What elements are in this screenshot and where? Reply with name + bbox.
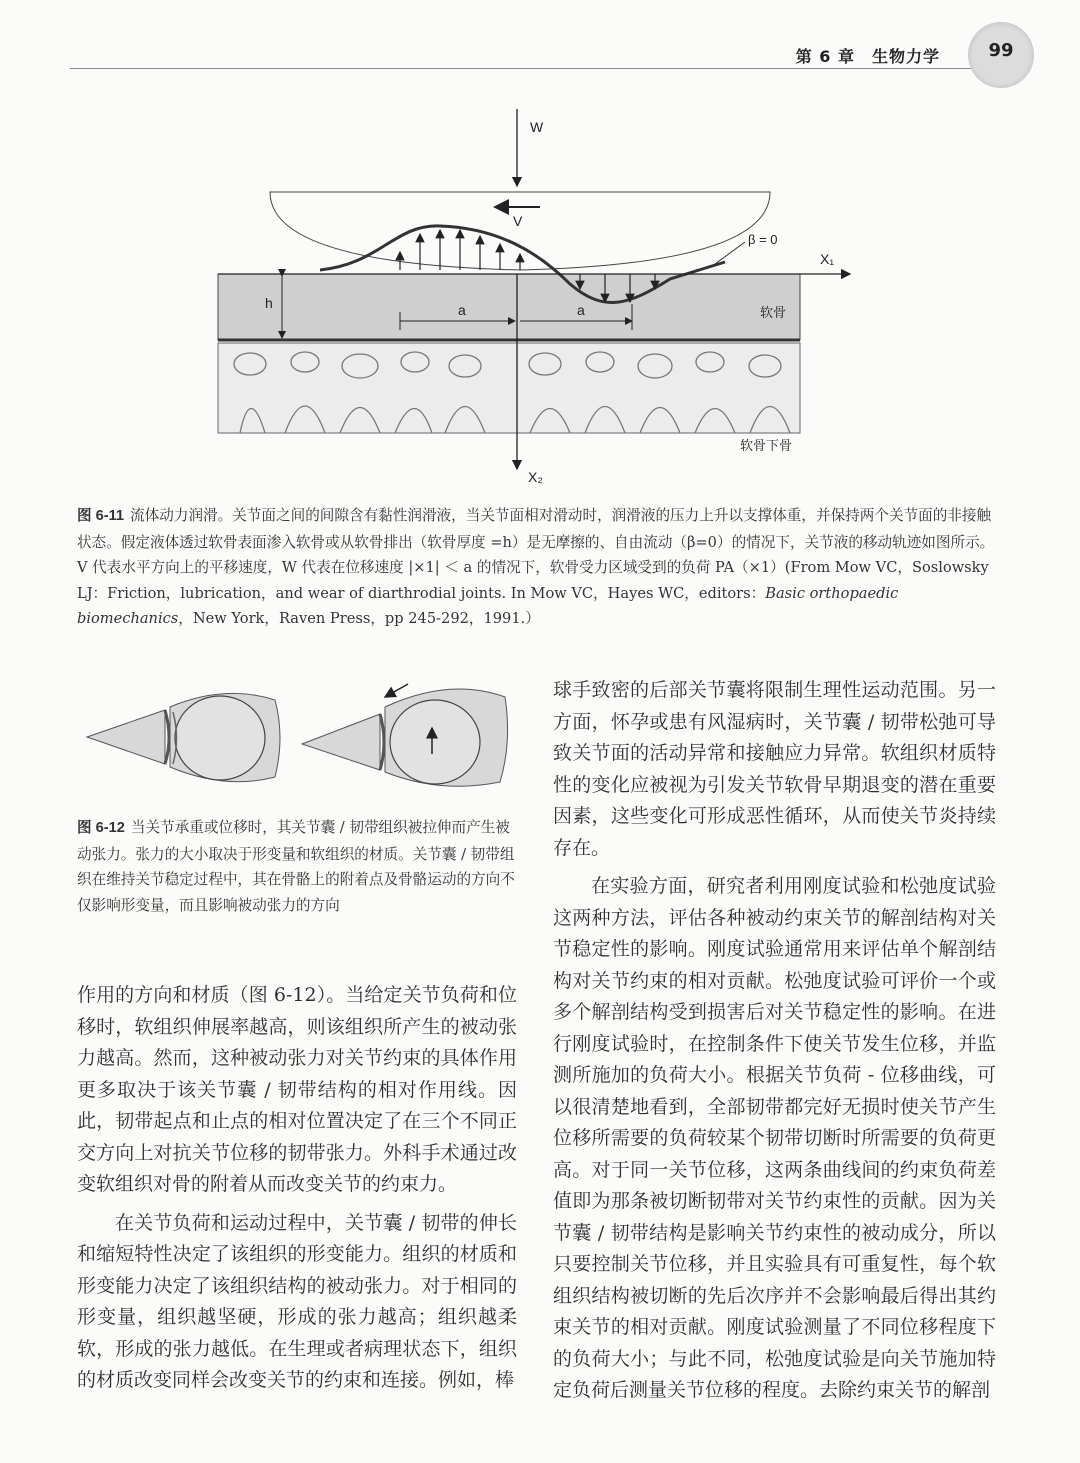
body-column-left bbox=[77, 980, 517, 1397]
label-subchondral-bone: 软骨下骨 bbox=[740, 439, 793, 454]
label-cartilage: 软骨 bbox=[760, 306, 787, 321]
body-paragraph: 球手致密的后部关节囊将限制生理性运动范围。另一方面，怀孕或患有风湿病时，关节囊 / 韧带松弛可导致关节面的活动异常和接触应力异常。软组织材质特性的变化应被视为引发关节软骨早期退变的潜在重要因素，这些变化可形成恶性循环，从而使关节炎持续存在。 bbox=[553, 679, 996, 859]
header-rule bbox=[70, 68, 975, 69]
figure-6-12-joint-loaded bbox=[300, 672, 515, 794]
label-a-left: a bbox=[458, 302, 466, 318]
figure-6-11-caption-text: 流体动力润滑。关节面之间的间隙含有黏性润滑液，当关节面相对滑动时，润滑液的压力上升以支撑体重，并保持两个关节面的非接触状态。假定液体透过软骨表面渗入软骨或从软骨排出（软骨厚度 =h）是无摩擦的、自由流动（β=0）的情况下，关节液的移动轨迹如图所示。V 代表水平方向上的平移速度，W 代表在位移速度 |×1| ＜ a 的情况下，软骨受力区域受到的负荷 PA（×1）(From Mow VC，Soslowsky LJ：Friction，lubrication，and wear of diarthrodial joints. In Mow VC，Hayes WC，editors： bbox=[77, 507, 995, 602]
figure-6-12-caption bbox=[77, 815, 522, 918]
label-h: h bbox=[265, 295, 273, 311]
label-w: W bbox=[530, 119, 544, 135]
figure-6-11-caption bbox=[77, 503, 1002, 632]
figure-6-12-caption-text: 当关节承重或位移时，其关节囊 / 韧带组织被拉伸而产生被动张力。张力的大小取决于形变量和软组织的材质。关节囊 / 韧带组织在维持关节稳定过程中，其在骨骼上的附着点及骨骼运动的方向不仅影响形变量，而且影响被动张力的方向 bbox=[77, 819, 515, 914]
figure-6-11-caption-book: Basic orthopaedic biomechanics bbox=[77, 584, 899, 627]
body-paragraph: 在关节负荷和运动过程中，关节囊 / 韧带的伸长和缩短特性决定了该组织的形变能力。组织的材质和形变能力决定了该组织结构的被动张力。对于相同的形变量，组织越坚硬，形成的张力越高；组织越柔软，形成的张力越低。在生理或者病理状态下，组织的材质改变同样会改变关节的约束和连接。例如，棒 bbox=[77, 1211, 517, 1391]
page-number: 99 bbox=[988, 40, 1014, 61]
figure-6-12-caption-label: 图 6-12 bbox=[77, 820, 125, 836]
label-x2: X₂ bbox=[528, 469, 543, 485]
label-a-right: a bbox=[577, 302, 585, 318]
figure-6-11-diagram bbox=[210, 104, 860, 489]
subchondral-bone bbox=[218, 343, 800, 433]
label-x1: X₁ bbox=[820, 251, 835, 267]
figure-6-12-joint-neutral bbox=[85, 682, 285, 792]
cartilage-layer bbox=[218, 274, 800, 340]
label-v: V bbox=[513, 213, 523, 229]
beta-leader bbox=[715, 242, 745, 264]
displacement-arrow bbox=[385, 684, 408, 697]
body-paragraph: 作用的方向和材质（图 6-12）。当给定关节负荷和位移时，软组织伸展率越高，则该组织所产生的被动张力越高。然而，这种被动张力对关节约束的具体作用更多取决于该关节囊 / 韧带结构的相对作用线。因此，韧带起点和止点的相对位置决定了在三个不同正交方向上对抗关节位移的韧带张力。外科手术通过改变软组织对骨的附着从而改变关节的约束力。 bbox=[77, 984, 517, 1195]
figure-6-11-caption-label: 图 6-11 bbox=[77, 508, 125, 524]
body-paragraph: 在实验方面，研究者利用刚度试验和松弛度试验这两种方法，评估各种被动约束关节的解剖结构对关节稳定性的影响。刚度试验通常用来评估单个解剖结构对关节约束的相对贡献。松弛度试验可评价一个或多个解剖结构受到损害后对关节稳定性的影响。在进行刚度试验时，在控制条件下使关节发生位移，并监测所施加的负荷大小。根据关节负荷 - 位移曲线，可以很清楚地看到，全部韧带都完好无损时使关节产生位移所需要的负荷较某个韧带切断时所需要的负荷更高。对于同一关节位移，这两条曲线间的约束负荷差值即为那条被切断韧带对关节约束性的贡献。因为关节囊 / 韧带结构是影响关节约束性的被动成分，所以只要控制关节位移，并且实验具有可重复性，每个软组织结构被切断的先后次序并不会影响最后得出其约束关节的相对贡献。刚度试验测量了不同位移程度下的负荷大小；与此不同，松弛度试验是向关节施加特定负荷后测量关节位移的程度。去除约束关节的解剖 bbox=[553, 875, 996, 1401]
figure-6-11-caption-tail: ，New York，Raven Press，pp 245-292，1991.） bbox=[178, 610, 540, 627]
label-beta: β = 0 bbox=[748, 232, 778, 247]
body-column-right bbox=[553, 675, 996, 1407]
chapter-title: 第 6 章 生物力学 bbox=[795, 47, 940, 66]
